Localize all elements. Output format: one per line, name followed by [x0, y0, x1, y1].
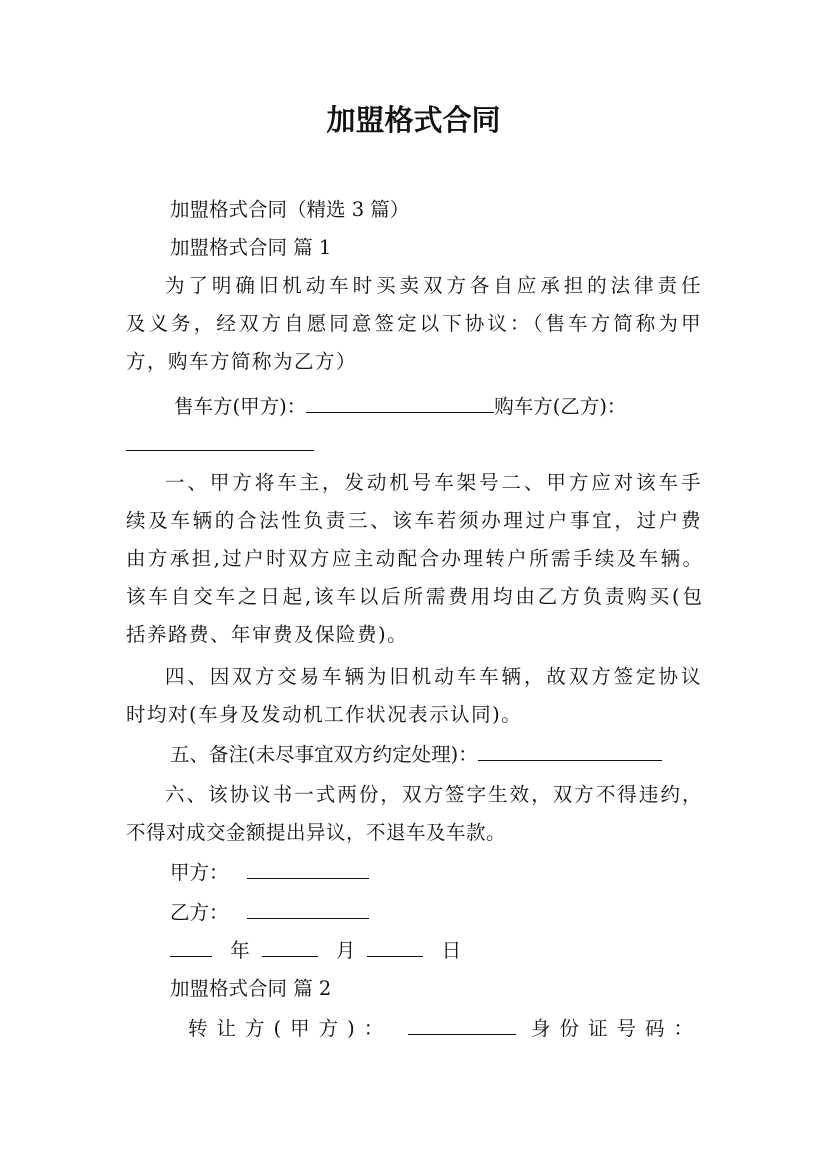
month-blank: [262, 936, 318, 957]
intro-paragraph: [126, 267, 702, 381]
clause5-label: 五、备注(未尽事宜双方约定处理)：: [170, 743, 478, 766]
clause4-line: 四、因双方交易车辆为旧机动车车辆，故双方签定协议: [165, 665, 702, 688]
clause1-line: 一、甲方将车主，发动机号车架号二、甲方应对该车手: [165, 471, 702, 494]
intro-line: 为了明确旧机动车时买卖双方各自应承担的法律责任: [165, 274, 702, 297]
clause1-line: 括养路费、年审费及保险费)。: [126, 623, 409, 646]
seller-blank: [306, 392, 494, 413]
clause5-line: [126, 736, 746, 774]
clause6-line: 不得对成交金额提出异议，不退车及车款。: [126, 821, 507, 844]
party-b-blank: [247, 898, 369, 919]
date-line: [126, 932, 746, 970]
clause1-paragraph: [126, 464, 702, 654]
buyer-blank-line: [126, 426, 702, 464]
clause6-paragraph: [126, 776, 702, 852]
part2-heading: 加盟格式合同 篇 2: [170, 977, 332, 1000]
transferor-blank: [408, 1014, 516, 1035]
clause1-line: 续及车辆的合法性负责三、该车若须办理过户事宜，过户费: [126, 509, 702, 532]
clause5-blank: [478, 740, 662, 761]
document-title: 加盟格式合同: [326, 103, 501, 137]
party-b-label: 乙方：: [170, 901, 229, 924]
party-a-blank: [247, 858, 369, 879]
clause6-line: 六、该协议书一式两份，双方签字生效，双方不得违约，: [165, 783, 702, 806]
month-label: 月: [335, 939, 356, 962]
id-label: 身份证号码：: [530, 1017, 702, 1040]
buyer-label: 购车方(乙方)：: [494, 395, 627, 418]
transferor-line: [188, 1010, 702, 1048]
clause1-line: 该车自交车之日起,该车以后所需费用均由乙方负责购买(包: [126, 585, 702, 608]
day-label: 日: [441, 939, 462, 962]
clause4-line: 时均对(车身及发动机工作状况表示认同)。: [126, 703, 523, 726]
intro-line: 及义务，经双方自愿同意签定以下协议：（售车方简称为甲: [126, 312, 702, 335]
part1-heading: 加盟格式合同 篇 1: [170, 236, 332, 259]
clause4-paragraph: [126, 658, 702, 734]
seller-label: 售车方(甲方)：: [174, 395, 307, 418]
document-subtitle: 加盟格式合同（精选 3 篇）: [170, 198, 410, 221]
seller-buyer-line: [126, 388, 750, 426]
year-blank: [170, 936, 212, 957]
day-blank: [367, 936, 423, 957]
party-a-label: 甲方：: [170, 861, 229, 884]
party-b-line: [126, 894, 746, 932]
intro-line: 方，购车方简称为乙方）: [126, 350, 358, 373]
transferor-label: 转让方(甲方)：: [188, 1017, 393, 1040]
buyer-blank: [126, 430, 314, 451]
year-label: 年: [230, 939, 250, 962]
clause1-line: 由方承担,过户时双方应主动配合办理转户所需手续及车辆。: [126, 547, 702, 570]
party-a-line: [126, 854, 746, 892]
